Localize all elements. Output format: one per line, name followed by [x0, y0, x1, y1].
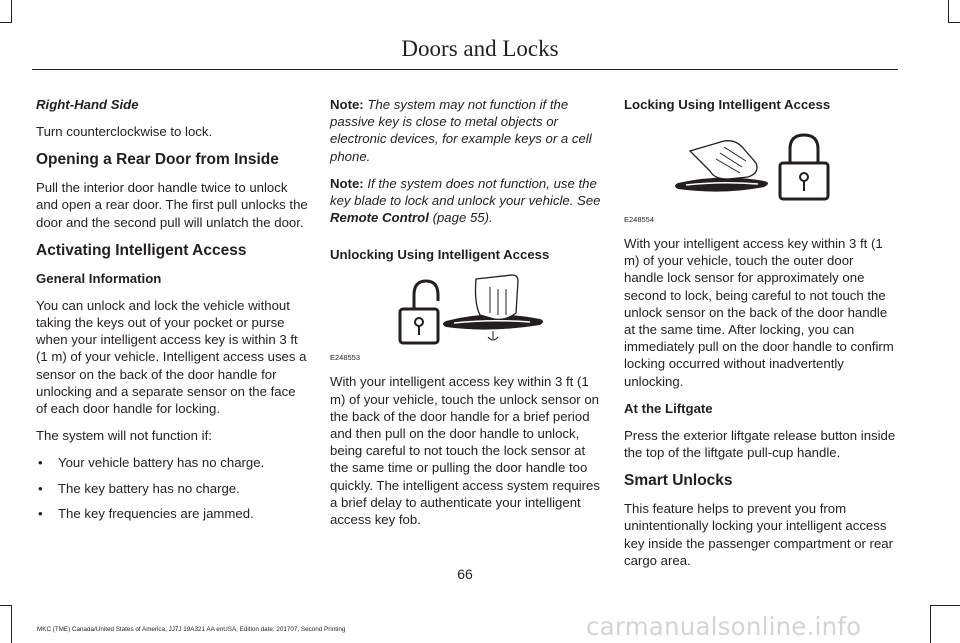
unlocking-heading: Unlocking Using Intelligent Access — [330, 247, 550, 263]
right-hand-side-heading: Right-Hand Side — [36, 97, 139, 112]
lock-figure — [624, 123, 896, 224]
unlocked-padlock-icon — [400, 281, 438, 343]
note-label: Note: — [330, 175, 364, 191]
right-hand-side-text: Turn counterclockwise to lock. — [36, 124, 213, 139]
liftgate-heading: At the Liftgate — [624, 400, 713, 416]
hand-icon — [476, 275, 519, 319]
unlocking-text: With your intelligent access key within 3 ft (1 m) of your vehicle, touch the unlock sensor on the back of the door handle for a brief period and then pull on the door handle to unlock, being careful to not touch the lock sensor at the same time or pulling the door handle too quickly. The intelligent access system requires a brief delay to authenticate your intelligent access key fob. — [330, 374, 600, 528]
crop-mark-top-left-h — [0, 22, 12, 23]
list-item: • The key battery has no charge. — [38, 480, 240, 496]
rear-door-text: Pull the interior door handle twice to unlock and open a rear door. The first pull unlocks the door and the second pull will unlatch the door. — [36, 180, 308, 230]
lock-illustration — [624, 123, 896, 209]
publication-info: MKC (TME) Canada/United States of America, JJ7J 19A321 AA enUSA, Edition date: 201707, Second Printing — [37, 626, 346, 633]
crop-mark-bottom-left-h — [0, 605, 12, 606]
bullet-icon: • — [38, 480, 43, 496]
remote-control-link[interactable]: Remote Control — [330, 210, 429, 226]
smart-unlocks-text: This feature helps to prevent you from unintentionally locking your intelligent access key inside the passenger compartment or rear cargo area. — [624, 501, 894, 568]
crop-mark-bottom-right-h — [930, 605, 960, 606]
locking-text: With your intelligent access key within 3 ft (1 m) of your vehicle, touch the outer door handle lock sensor for approximately one second to lock, being careful to not touch the unlock sensor on the back of the door handle at the same time. After locking, you can immediately pull on the door handle to confirm locking occurred without inadvertently unlocking. — [624, 236, 894, 389]
smart-unlocks-heading: Smart Unlocks — [624, 472, 733, 490]
figure-code: E248553 — [330, 353, 361, 363]
column-left — [36, 96, 308, 530]
intelligent-access-heading: Activating Intelligent Access — [36, 241, 247, 259]
column-right — [624, 96, 896, 579]
hand-icon — [690, 141, 757, 179]
note-key-blade: Note: If the system does not function, use the key blade to lock and unlock your vehicle. See Remote Control (page 55). — [330, 175, 601, 226]
not-function-list — [36, 454, 308, 522]
locking-heading: Locking Using Intelligent Access — [624, 97, 831, 112]
rear-door-heading: Opening a Rear Door from Inside — [36, 151, 279, 169]
crop-mark-bottom-right-v — [930, 605, 931, 643]
crop-mark-bottom-left-v — [11, 605, 12, 643]
note-label: Note: — [330, 97, 364, 112]
note-metal-objects: Note: The system may not function if the passive key is close to metal objects or electronic devices, for example keys or a cell phone. — [330, 97, 592, 164]
bullet-icon: • — [38, 455, 43, 471]
watermark: carmanualsonline.info — [586, 612, 862, 641]
locked-padlock-icon — [780, 135, 828, 199]
unlock-illustration — [330, 273, 602, 347]
crop-mark-top-right-v — [948, 0, 949, 22]
header-divider — [32, 69, 898, 70]
general-info-heading: General Information — [36, 270, 162, 286]
column-middle — [330, 96, 602, 538]
liftgate-text: Press the exterior liftgate release button inside the top of the liftgate pull-cup handle. — [624, 427, 896, 461]
crop-mark-top-left-v — [11, 0, 12, 22]
page-number: 66 — [457, 566, 473, 582]
bullet-icon: • — [38, 505, 43, 521]
unlock-figure — [330, 273, 602, 363]
list-item: • Your vehicle battery has no charge. — [38, 455, 265, 471]
page-title: Doors and Locks — [401, 36, 559, 61]
not-function-intro: The system will not function if: — [36, 428, 212, 444]
list-item: • The key frequencies are jammed. — [38, 505, 254, 521]
general-info-text: You can unlock and lock the vehicle without taking the keys out of your pocket or purse when your intelligent access key is within 3 ft (1 m) of your vehicle. Intelligent access uses a sensor on the back of the door handle for unlocking and a separate sensor on the face of each door handle for locking. — [36, 297, 307, 417]
sensor-touch-icon — [488, 331, 498, 340]
crop-mark-top-right-h — [948, 22, 960, 23]
figure-code: E248554 — [624, 215, 655, 224]
